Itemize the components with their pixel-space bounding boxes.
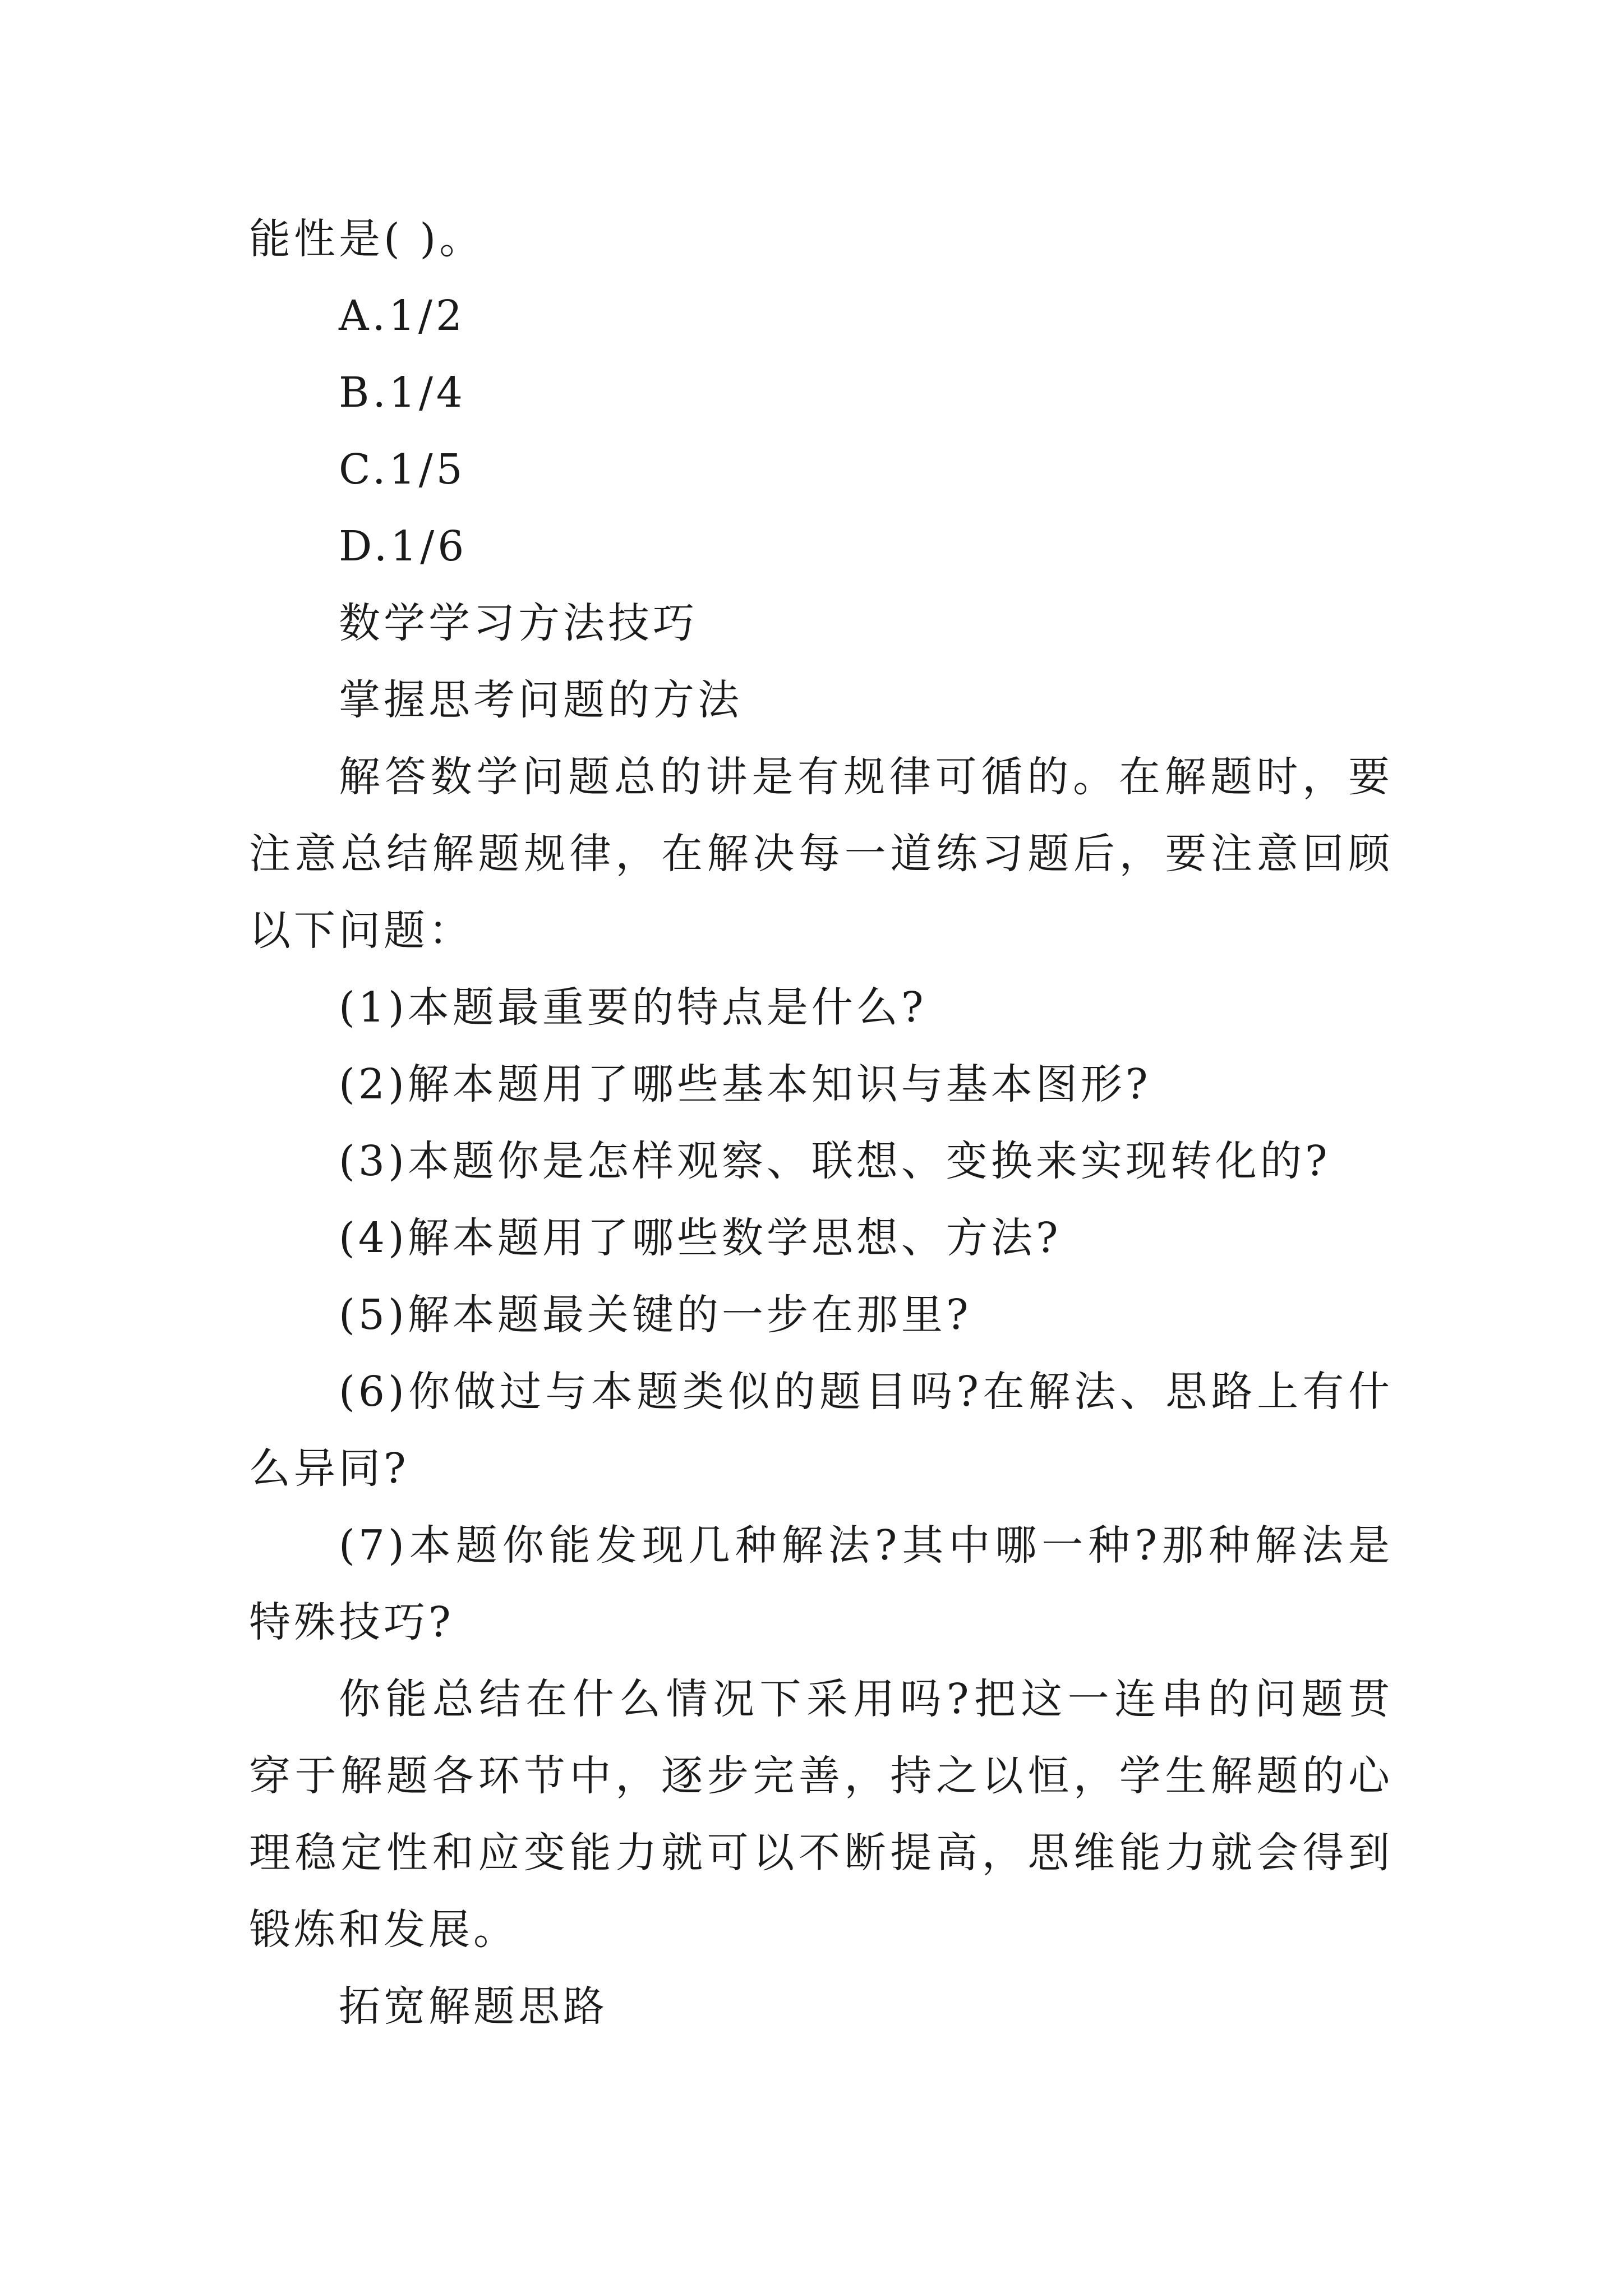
section-heading: 数学学习方法技巧 — [339, 599, 698, 647]
list-item: (5)解本题最关键的一步在那里? — [339, 1291, 972, 1339]
option-a: A.1/2 — [339, 292, 466, 340]
paragraph-summary: 你能总结在什么情况下采用吗?把这一连串的问题贯穿于解题各环节中，逐步完善，持之以恒，学生解题的心理稳定性和应变能力就可以不断提高，思维能力就会得到锻炼和发展。 — [249, 1675, 1393, 1954]
list-item: (4)解本题用了哪些数学思想、方法? — [339, 1214, 1062, 1262]
list-item: (2)解本题用了哪些基本知识与基本图形? — [339, 1060, 1151, 1108]
list-item: (7)本题你能发现几种解法?其中哪一种?那种解法是特殊技巧? — [249, 1521, 1393, 1646]
list-item: (1)本题最重要的特点是什么? — [339, 983, 927, 1032]
option-d: D.1/6 — [339, 522, 468, 570]
subsection-heading: 拓宽解题思路 — [339, 1982, 608, 2031]
option-b: B.1/4 — [339, 369, 466, 417]
option-c: C.1/5 — [339, 445, 466, 494]
subsection-heading: 掌握思考问题的方法 — [339, 676, 743, 724]
paragraph-intro: 解答数学问题总的讲是有规律可循的。在解题时，要注意总结解题规律，在解决每一道练习题后，要注意回顾以下问题： — [249, 753, 1393, 955]
list-item: (6)你做过与本题类似的题目吗?在解法、思路上有什么异同? — [249, 1368, 1393, 1493]
list-item: (3)本题你是怎样观察、联想、变换来实现转化的? — [339, 1137, 1331, 1185]
document-body — [249, 201, 1393, 2045]
paragraph-question-tail: 能性是( )。 — [249, 215, 485, 263]
